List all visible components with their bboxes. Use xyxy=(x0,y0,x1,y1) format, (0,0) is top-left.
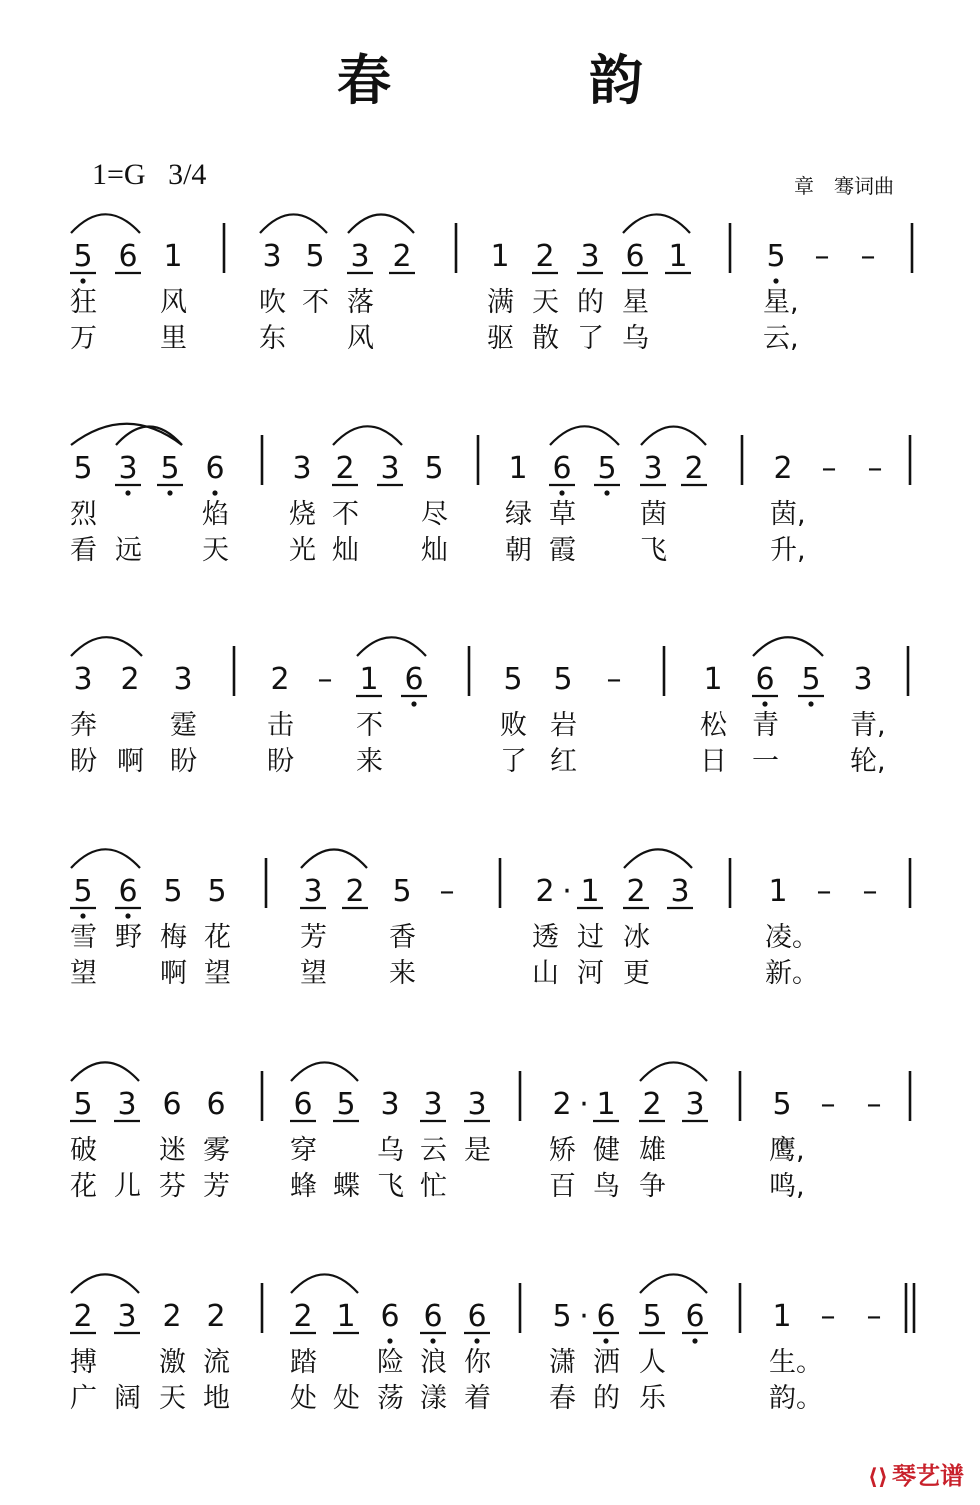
note: 6 xyxy=(552,451,572,486)
lyric-syllable: 芳 xyxy=(203,1171,230,1202)
slur xyxy=(71,214,140,233)
note: 6 xyxy=(467,1299,487,1334)
lyric-syllable: 花 xyxy=(70,1171,97,1202)
note: 3 xyxy=(173,662,193,697)
note: 5 xyxy=(305,239,325,274)
note: 2 xyxy=(392,239,412,274)
lyric-syllable: 百 xyxy=(549,1171,576,1202)
lyric-syllable: 啊 xyxy=(160,958,187,989)
note: 6 xyxy=(380,1299,400,1334)
octave-dot xyxy=(692,1338,697,1343)
octave-dot xyxy=(604,490,609,495)
lyric-syllable: 来 xyxy=(389,958,416,989)
note: 2 xyxy=(535,239,555,274)
octave-dot xyxy=(411,701,416,706)
note: 3 xyxy=(117,1299,137,1334)
watermark xyxy=(868,1456,964,1491)
octave-dot xyxy=(430,1338,435,1343)
note: 5 xyxy=(336,1087,356,1122)
slur xyxy=(333,426,402,445)
lyric-syllable: 绿 xyxy=(505,499,532,530)
note: 2 xyxy=(552,1087,572,1122)
dash: – xyxy=(866,1299,882,1334)
slur xyxy=(624,849,692,868)
lyric-syllable: 来 xyxy=(356,746,383,777)
lyric-syllable: 望 xyxy=(300,958,327,989)
lyric-syllable: 草 xyxy=(549,499,576,530)
lyric-syllable: 不 xyxy=(356,710,383,741)
slur xyxy=(291,1274,358,1293)
note: 3 xyxy=(292,451,312,486)
slur xyxy=(301,849,367,868)
note: 5 xyxy=(160,451,180,486)
lyric-syllable: 春 xyxy=(549,1383,576,1414)
lyric-syllable: 败 xyxy=(500,710,527,741)
lyric-syllable: 岩 xyxy=(550,710,577,741)
lyric-syllable: 升, xyxy=(770,535,806,566)
lyric-syllable: 新。 xyxy=(765,958,819,989)
lyric-syllable: 处 xyxy=(290,1383,317,1414)
note: 1 xyxy=(668,239,688,274)
octave-dot xyxy=(387,1338,392,1343)
key-signature: 1=G xyxy=(92,158,146,191)
lyric-syllable: 健 xyxy=(593,1135,620,1166)
slur xyxy=(260,214,327,233)
lyric-syllable: 松 xyxy=(700,710,727,741)
lyric-syllable: 日 xyxy=(700,746,727,777)
slur xyxy=(291,1062,358,1081)
lyric-syllable: 看 xyxy=(70,535,97,566)
lyric-syllable: 灿 xyxy=(421,535,448,566)
lyric-syllable: 冰 xyxy=(623,922,650,953)
lyric-syllable: 流 xyxy=(203,1347,230,1378)
lyric-syllable: 云, xyxy=(763,323,799,354)
note: 3 xyxy=(380,451,400,486)
lyric-syllable: 鸣, xyxy=(769,1171,805,1202)
note: 2 xyxy=(642,1087,662,1122)
lyric-syllable: 花 xyxy=(204,922,231,953)
lyric-syllable: 广 xyxy=(70,1383,97,1414)
lyric-syllable: 光 xyxy=(289,535,316,566)
lyric-syllable: 荡 xyxy=(377,1383,404,1414)
note: 6 xyxy=(206,1087,226,1122)
lyric-syllable: 青 xyxy=(752,710,779,741)
octave-dot xyxy=(474,1338,479,1343)
note: 3 xyxy=(350,239,370,274)
lyric-syllable: 天 xyxy=(532,287,559,318)
lyric-syllable: 天 xyxy=(159,1383,186,1414)
note: 6 xyxy=(755,662,775,697)
dash: – xyxy=(439,874,455,909)
note: 5 xyxy=(801,662,821,697)
lyric-syllable: 忙 xyxy=(420,1171,447,1202)
lyric-syllable: 尽 xyxy=(421,499,448,530)
note: 1 xyxy=(490,239,510,274)
lyric-syllable: 盼 xyxy=(170,746,197,777)
dash: – xyxy=(860,239,876,274)
lyric-syllable: 穿 xyxy=(290,1135,317,1166)
lyric-syllable: 落 xyxy=(347,287,374,318)
lyric-syllable: 的 xyxy=(593,1383,620,1414)
note: 3 xyxy=(643,451,663,486)
lyric-syllable: 踏 xyxy=(290,1347,317,1378)
dash: – xyxy=(867,451,883,486)
lyric-syllable: 迷 xyxy=(159,1135,186,1166)
note: 2 xyxy=(270,662,290,697)
note: 2 xyxy=(345,874,365,909)
note: 1 xyxy=(163,239,183,274)
note: 5 xyxy=(73,1087,93,1122)
note: 5 xyxy=(553,662,573,697)
lyric-syllable: 风 xyxy=(160,287,187,318)
octave-dot xyxy=(773,278,778,283)
lyric-syllable: 蝶 xyxy=(333,1171,360,1202)
note: 3 xyxy=(423,1087,443,1122)
lyric-syllable: 里 xyxy=(160,323,187,354)
lyric-syllable: 着 xyxy=(464,1383,491,1414)
dash: – xyxy=(820,1299,836,1334)
note: 5 xyxy=(163,874,183,909)
lyric-syllable: 啊 xyxy=(117,746,144,777)
lyric-syllable: 芳 xyxy=(300,922,327,953)
lyric-syllable: 矫 xyxy=(549,1135,576,1166)
slur xyxy=(640,1062,707,1081)
lyric-syllable: 一 xyxy=(752,746,779,777)
slur xyxy=(348,214,414,233)
lyric-syllable: 风 xyxy=(347,323,374,354)
note: 6 xyxy=(423,1299,443,1334)
lyric-syllable: 你 xyxy=(464,1347,491,1378)
note: 3 xyxy=(117,1087,137,1122)
lyric-syllable: 人 xyxy=(639,1347,666,1378)
note: 6 xyxy=(625,239,645,274)
note: 6 xyxy=(205,451,225,486)
lyric-syllable: 漾 xyxy=(420,1383,447,1414)
lyric-syllable: 是 xyxy=(464,1135,491,1166)
lyric-syllable: 乐 xyxy=(639,1383,666,1414)
octave-dot xyxy=(603,1338,608,1343)
lyric-syllable: 激 xyxy=(159,1347,186,1378)
note: 1 xyxy=(336,1299,356,1334)
slur xyxy=(640,1274,707,1293)
lyric-syllable: 乌 xyxy=(622,323,649,354)
lyric-syllable: 奔 xyxy=(70,710,97,741)
note: 2 xyxy=(335,451,355,486)
note: 3 xyxy=(73,662,93,697)
lyric-syllable: 阔 xyxy=(114,1383,141,1414)
note: 1 xyxy=(596,1087,616,1122)
lyric-syllable: 的 xyxy=(577,287,604,318)
note: 6 xyxy=(162,1087,182,1122)
lyric-syllable: 透 xyxy=(532,922,559,953)
note: 2 xyxy=(206,1299,226,1334)
lyric-syllable: 击 xyxy=(267,710,294,741)
note: 1 xyxy=(359,662,379,697)
lyric-syllable: 吹 xyxy=(259,287,286,318)
slur xyxy=(753,637,823,656)
lyric-syllable: 香 xyxy=(389,922,416,953)
note: 2 xyxy=(684,451,704,486)
lyric-syllable: 天 xyxy=(202,535,229,566)
lyric-syllable: 飞 xyxy=(377,1171,404,1202)
lyric-syllable: 茵, xyxy=(770,499,806,530)
note: 3 xyxy=(685,1087,705,1122)
slur xyxy=(71,637,142,656)
song-title: 春 韵 xyxy=(337,48,715,112)
lyric-syllable: 望 xyxy=(70,958,97,989)
time-signature: 3/4 xyxy=(168,158,207,191)
lyric-syllable: 轮, xyxy=(850,746,886,777)
octave-dot xyxy=(80,913,85,918)
dash: – xyxy=(317,662,333,697)
lyric-syllable: 儿 xyxy=(114,1171,141,1202)
lyric-syllable: 生。 xyxy=(769,1347,823,1378)
slur xyxy=(71,1062,139,1081)
note: 1 xyxy=(580,874,600,909)
lyric-syllable: 河 xyxy=(577,958,604,989)
lyric-syllable: 驱 xyxy=(487,323,514,354)
note: 5 xyxy=(424,451,444,486)
note: 6 xyxy=(596,1299,616,1334)
octave-dot xyxy=(559,490,564,495)
lyric-syllable: 雪 xyxy=(70,922,97,953)
octave-dot xyxy=(762,701,767,706)
dot-augment: · xyxy=(579,1299,589,1334)
lyric-syllable: 东 xyxy=(259,323,286,354)
dot-augment: · xyxy=(579,1087,589,1122)
lyric-syllable: 烈 xyxy=(70,499,97,530)
lyric-syllable: 了 xyxy=(577,323,604,354)
dash: – xyxy=(821,451,837,486)
note: 2 xyxy=(773,451,793,486)
note: 3 xyxy=(670,874,690,909)
note: 2 xyxy=(535,874,555,909)
octave-dot xyxy=(125,913,130,918)
slur xyxy=(357,637,426,656)
lyric-syllable: 潇 xyxy=(549,1347,576,1378)
note: 3 xyxy=(262,239,282,274)
note: 3 xyxy=(467,1087,487,1122)
note: 6 xyxy=(118,874,138,909)
lyric-syllable: 洒 xyxy=(593,1347,620,1378)
dash: – xyxy=(816,874,832,909)
lyric-syllable: 争 xyxy=(639,1171,666,1202)
slur xyxy=(71,849,140,868)
lyric-syllable: 望 xyxy=(204,958,231,989)
watermark-text: 琴艺谱 xyxy=(892,1462,964,1490)
lyric-syllable: 红 xyxy=(550,746,577,777)
octave-dot xyxy=(125,490,130,495)
octave-dot xyxy=(167,490,172,495)
lyric-syllable: 地 xyxy=(203,1383,230,1414)
note: 5 xyxy=(597,451,617,486)
lyric-syllable: 烧 xyxy=(289,499,316,530)
note: 2 xyxy=(73,1299,93,1334)
slur xyxy=(623,214,690,233)
lyric-syllable: 焰 xyxy=(202,499,229,530)
lyric-syllable: 险 xyxy=(377,1347,404,1378)
note: 5 xyxy=(642,1299,662,1334)
note: 3 xyxy=(853,662,873,697)
lyric-syllable: 不 xyxy=(332,499,359,530)
slur xyxy=(550,426,619,445)
lyric-syllable: 远 xyxy=(115,535,142,566)
lyric-syllable: 朝 xyxy=(505,535,532,566)
lyric-syllable: 云 xyxy=(420,1135,447,1166)
note: 5 xyxy=(766,239,786,274)
logo-icon: ⟨⟩ xyxy=(867,1465,888,1490)
lyric-syllable: 梅 xyxy=(160,922,187,953)
note: 2 xyxy=(162,1299,182,1334)
note: 5 xyxy=(552,1299,572,1334)
slur xyxy=(71,1274,139,1293)
note: 1 xyxy=(508,451,528,486)
lyric-syllable: 青, xyxy=(850,710,886,741)
dash: – xyxy=(606,662,622,697)
note: 3 xyxy=(303,874,323,909)
lyric-syllable: 芬 xyxy=(159,1171,186,1202)
note: 5 xyxy=(207,874,227,909)
octave-dot xyxy=(808,701,813,706)
lyric-syllable: 乌 xyxy=(377,1135,404,1166)
lyric-syllable: 鸟 xyxy=(593,1171,620,1202)
lyric-syllable: 处 xyxy=(333,1383,360,1414)
lyric-syllable: 山 xyxy=(532,958,559,989)
note: 6 xyxy=(293,1087,313,1122)
note: 1 xyxy=(772,1299,792,1334)
lyric-syllable: 霞 xyxy=(549,535,576,566)
lyric-syllable: 浪 xyxy=(420,1347,447,1378)
note: 5 xyxy=(772,1087,792,1122)
note: 3 xyxy=(380,1087,400,1122)
dot-augment: · xyxy=(562,874,572,909)
note: 6 xyxy=(118,239,138,274)
lyric-syllable: 星 xyxy=(622,287,649,318)
lyric-syllable: 盼 xyxy=(70,746,97,777)
lyric-syllable: 搏 xyxy=(70,1347,97,1378)
note: 2 xyxy=(120,662,140,697)
lyric-syllable: 不 xyxy=(302,287,329,318)
lyric-syllable: 满 xyxy=(487,287,514,318)
note: 5 xyxy=(73,451,93,486)
dash: – xyxy=(866,1087,882,1122)
dash: – xyxy=(862,874,878,909)
octave-dot xyxy=(80,278,85,283)
lyric-syllable: 野 xyxy=(115,922,142,953)
lyric-syllable: 霆 xyxy=(170,710,197,741)
octave-dot xyxy=(212,490,217,495)
note: 6 xyxy=(685,1299,705,1334)
lyric-syllable: 了 xyxy=(500,746,527,777)
lyric-syllable: 凌。 xyxy=(765,922,819,953)
lyric-syllable: 蜂 xyxy=(290,1171,317,1202)
note: 2 xyxy=(293,1299,313,1334)
lyric-syllable: 狂 xyxy=(70,287,97,318)
lyric-syllable: 鹰, xyxy=(769,1135,805,1166)
note: 3 xyxy=(580,239,600,274)
lyric-syllable: 散 xyxy=(532,323,559,354)
lyric-syllable: 灿 xyxy=(332,535,359,566)
slur xyxy=(116,426,182,445)
dash: – xyxy=(814,239,830,274)
lyric-syllable: 韵。 xyxy=(769,1383,823,1414)
note: 3 xyxy=(118,451,138,486)
lyric-syllable: 雾 xyxy=(203,1135,230,1166)
lyric-syllable: 盼 xyxy=(267,746,294,777)
note: 1 xyxy=(768,874,788,909)
note: 5 xyxy=(73,239,93,274)
note: 5 xyxy=(503,662,523,697)
lyric-syllable: 过 xyxy=(577,922,604,953)
lyric-syllable: 飞 xyxy=(640,535,667,566)
lyric-syllable: 万 xyxy=(70,323,97,354)
note: 6 xyxy=(404,662,424,697)
lyric-syllable: 更 xyxy=(623,958,650,989)
note: 1 xyxy=(703,662,723,697)
note: 2 xyxy=(626,874,646,909)
slur xyxy=(641,427,706,445)
composer-credit: 章 骞词曲 xyxy=(794,174,894,198)
dash: – xyxy=(820,1087,836,1122)
lyric-syllable: 雄 xyxy=(639,1135,666,1166)
lyric-syllable: 星, xyxy=(763,287,799,318)
lyric-syllable: 茵 xyxy=(640,499,667,530)
note: 5 xyxy=(392,874,412,909)
lyric-syllable: 破 xyxy=(70,1135,97,1166)
note: 5 xyxy=(73,874,93,909)
